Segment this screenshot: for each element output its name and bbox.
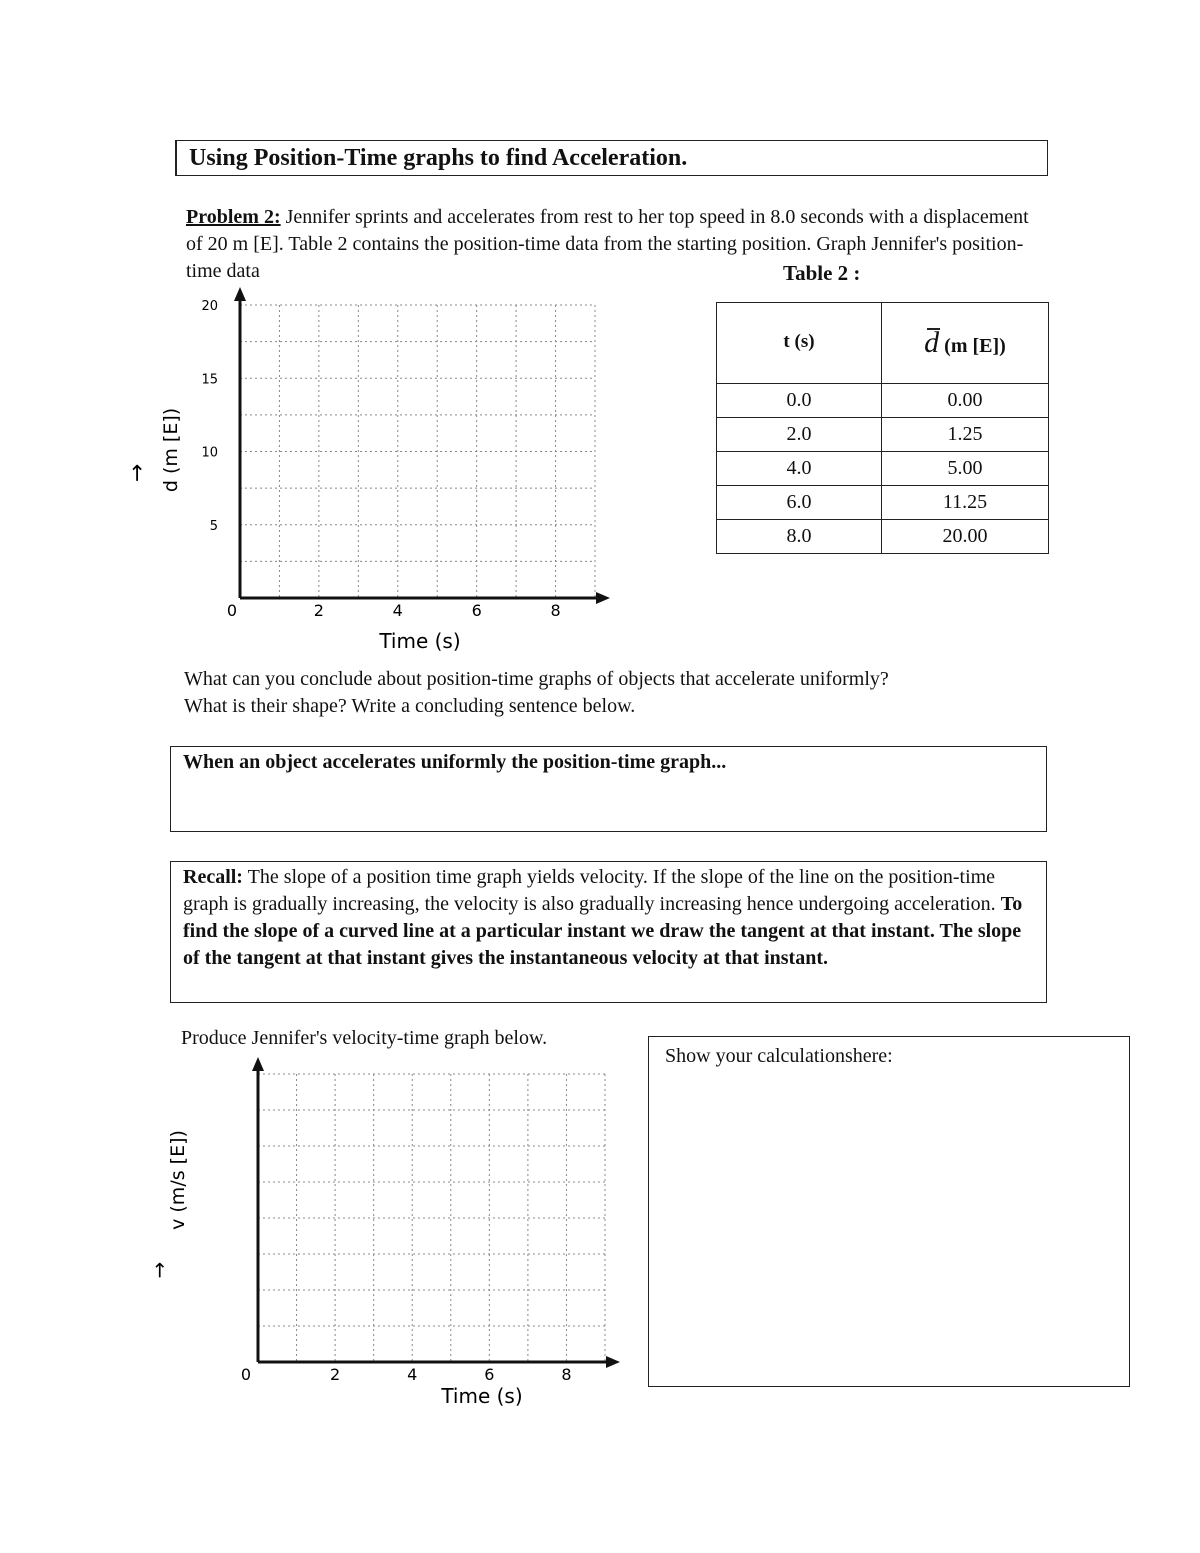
cell-time: 2.0 <box>717 418 882 452</box>
y-axis-label: d (m [E]) <box>160 407 182 493</box>
x-tick-label: 8 <box>550 601 561 620</box>
recall-text: The slope of a position time graph yields velocity. If the slope of the line on the position-time graph is gradually increasing, the velocity is also gradually increasing hence undergoing acceleration. <box>183 866 996 915</box>
problem-label: Problem 2: <box>186 206 281 228</box>
x-tick-label: 6 <box>471 601 482 620</box>
problem-text: Jennifer sprints and accelerates from rest to her top speed in 8.0 seconds with a displacement of 20 m [E]. Table 2 contains the position-time data from the starting position. Graph Jennifer's position-time data <box>186 206 1029 282</box>
y-axis-arrow-mark-icon: → <box>147 1261 171 1279</box>
table-row <box>717 384 1049 418</box>
x-axis-label: Time (s) <box>379 629 461 653</box>
calculations-prompt: Show your calculationshere: <box>665 1045 893 1067</box>
x-tick-label: 4 <box>407 1365 418 1384</box>
cell-time: 6.0 <box>717 486 882 520</box>
page-title: Using Position-Time graphs to find Acceleration. <box>189 145 688 171</box>
table-row <box>717 418 1049 452</box>
x-axis-label: Time (s) <box>441 1384 523 1408</box>
header-displacement-unit: (m [E]) <box>944 335 1006 357</box>
y-axis-arrow-icon <box>234 287 246 301</box>
calculations-box[interactable] <box>648 1036 1130 1387</box>
x-tick-label: 2 <box>330 1365 341 1384</box>
x-tick-label: 8 <box>561 1365 572 1384</box>
y-tick-label: 20 <box>201 299 218 314</box>
cell-displacement: 0.00 <box>882 384 1049 418</box>
question-line-1: What can you conclude about position-time graphs of objects that accelerate uniformly? <box>184 668 889 690</box>
y-axis-arrow-mark-icon: → <box>125 463 150 483</box>
vector-d-symbol: d <box>924 326 940 359</box>
cell-time: 0.0 <box>717 384 882 418</box>
recall-label: Recall: <box>183 866 243 888</box>
table-caption: Table 2 : <box>783 261 861 285</box>
y-tick-label: 5 <box>209 518 218 534</box>
y-axis-arrow-icon <box>252 1057 264 1071</box>
y-tick-labels <box>201 299 218 534</box>
table-row <box>717 520 1049 554</box>
recall-bold-text: To find the slope of a curved line at a particular instant we draw the tangent at that instant. The slope of the tangent at that instant gives the instantaneous velocity at that instant. <box>183 893 1023 969</box>
x-tick-labels <box>241 1365 572 1384</box>
table-row <box>717 452 1049 486</box>
table-row <box>717 486 1049 520</box>
y-tick-label: 10 <box>201 445 218 461</box>
x-tick-label: 4 <box>392 601 403 620</box>
x-axis-arrow-icon <box>596 592 610 604</box>
table-header-row <box>717 303 1049 384</box>
y-tick-label: 15 <box>201 372 218 388</box>
cell-time: 4.0 <box>717 452 882 486</box>
cell-displacement: 5.00 <box>882 452 1049 486</box>
velocity-graph-prompt: Produce Jennifer's velocity-time graph below. <box>181 1027 548 1049</box>
position-time-graph[interactable] <box>120 285 620 660</box>
recall-box <box>170 861 1047 1003</box>
conclusion-answer-box[interactable] <box>170 746 1047 832</box>
x-tick-label: 2 <box>313 601 324 620</box>
x-axis-arrow-icon <box>606 1356 620 1368</box>
header-displacement <box>882 303 1049 384</box>
grid-lines <box>258 1074 605 1362</box>
position-time-table <box>716 302 1049 554</box>
question-line-2: What is their shape? Write a concluding sentence below. <box>184 695 636 717</box>
cell-displacement: 11.25 <box>882 486 1049 520</box>
cell-time: 8.0 <box>717 520 882 554</box>
x-tick-label: 6 <box>484 1365 495 1384</box>
grid-lines <box>240 305 595 598</box>
cell-displacement: 1.25 <box>882 418 1049 452</box>
x-tick-label: 0 <box>240 1365 252 1384</box>
x-tick-label: 0 <box>226 601 238 620</box>
conclusion-prompt: When an object accelerates uniformly the position-time graph... <box>183 751 727 773</box>
title-box <box>175 140 1048 176</box>
velocity-time-graph[interactable] <box>140 1050 630 1415</box>
recall-text-block <box>183 864 1033 972</box>
conclusion-question <box>184 666 1064 720</box>
header-time: t (s) <box>717 303 882 384</box>
cell-displacement: 20.00 <box>882 520 1049 554</box>
x-tick-labels <box>227 601 561 620</box>
problem-statement <box>186 204 1046 285</box>
y-axis-label: v (m/s [E]) <box>167 1130 189 1230</box>
